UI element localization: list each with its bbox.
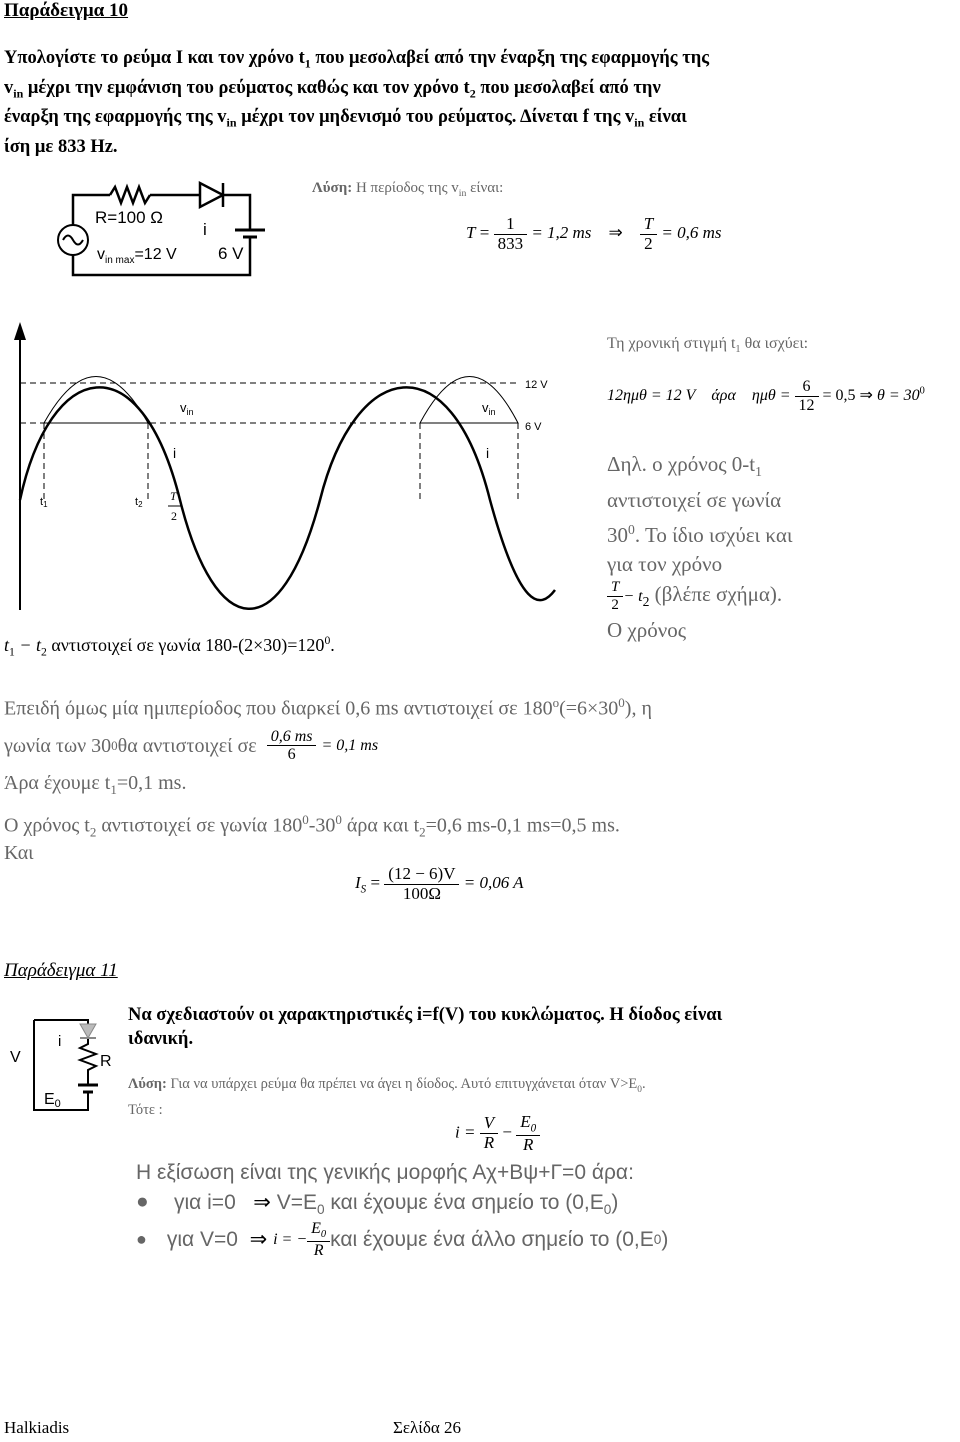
svg-text:i: i: [486, 445, 490, 461]
example11-problem: Να σχεδιαστούν οι χαρακτηριστικές i=f(V) του κυκλώματος. Η δίοδος είναι ιδανική.: [128, 1005, 723, 1049]
t1-t2-angle-text: $t_1 - t_2$ αντιστοιχεί σε γωνία $180-(2\times 30)=120^0$.: [4, 634, 335, 659]
is-equation: $I_S$ = $\frac{(12 - 6)V}{100\Omega}$ = 0,06 A: [355, 864, 524, 903]
circuit-diagram-2: [0, 1010, 125, 1120]
example11-solution: Λύση: Για να υπάρχει ρεύμα θα πρέπει να άγει η δίοδος. Αυτό επιτυγχάνεται όταν $V>E_0$. Τότε :: [128, 1076, 646, 1118]
resistor-label: R=100 Ω: [95, 208, 163, 227]
example10-problem: Υπολογίστε το ρεύμα I και τον χρόνο $t_1$ που μεσολαβεί από την έναρξη της εφαρμογής της $v_{in}$ μέχρι την εμφάνιση του ρεύματος καθώς και τον χρόνο $t_2$ που μεσολαβεί από την έναρξη της εφαρμογής της $v_{in}$ μέχρι τον μηδενισμό του ρεύματος. Δίνεται f της $v_{in}$ είναι ίση με 833 Hz.: [4, 48, 710, 158]
svg-text:t1: t1: [40, 496, 48, 509]
svg-text:12 V: 12 V: [525, 379, 548, 391]
example10-derivation: Επειδή όμως μία ημιπερίοδος που διαρκεί 0,6 ms αντιστοιχεί σε $180^o(=6\times 30^0)$, η γωνία των 30 0 θα αντιστοιχεί σε $\frac{0,6 ms}{6}$ = 0,1 ms Άρα έχουμε $t_1=0,1$ ms. Ο χρόνος $t_2$ αντιστοιχεί σε γωνία $180^0-30^0$ άρα και $t_2=0,6$ ms-0,1 ms=0,5 ms.: [4, 695, 652, 840]
bullet-icon: ●: [136, 1190, 149, 1213]
right-explanation: Δηλ. ο χρόνος $0-t_1$ αντιστοιχεί σε γωνία $30^0$. Το ίδιο ισχύει και για τον χρόνο $\frac{T}{2}$ − $t_2$ (βλέπε σχήμα). Ο χρόνος: [607, 452, 793, 643]
sine-wave: [20, 387, 555, 608]
solution-intro: Λύση: Η περίοδος της $v_{in}$ είναι:: [312, 180, 504, 199]
svg-text:2: 2: [171, 509, 177, 523]
svg-text:vin: $v_{in}$: [180, 400, 194, 417]
resistor-symbol-2: [80, 1040, 96, 1074]
svg-text:R: R: [100, 1053, 112, 1070]
bullet-1: ● για i=0 ⇒ $V=E_0$ και έχουμε ένα σημείο το $(0,E_0)$: [136, 1190, 619, 1218]
general-form-text: Η εξίσωση είναι της γενικής μορφής Αχ+Βψ+Γ=0 άρα:: [136, 1161, 634, 1184]
diode-symbol: [200, 183, 223, 207]
source-label: $v_{in max}=12$ V: [97, 246, 177, 266]
footer-author: Halkiadis: [4, 1418, 70, 1437]
diode-symbol-2: [80, 1024, 96, 1038]
bullet-icon: ●: [136, 1229, 147, 1250]
svg-text:V: V: [10, 1049, 21, 1066]
svg-text:i: i: [58, 1033, 62, 1050]
kai-text: Και: [4, 842, 34, 864]
svg-text:6 V: 6 V: [525, 421, 542, 433]
footer-page-number: Σελίδα 26: [393, 1418, 462, 1437]
waveform-graph: [0, 310, 590, 650]
svg-text:t2: t2: [135, 496, 143, 509]
circuit-diagram-1: [55, 175, 275, 285]
current-label: i: [203, 220, 207, 239]
battery-label: 6 V: [218, 244, 244, 263]
sin-equation: 12ημθ = 12 V άρα ημθ = $\frac{6}{12}$ = 0,5 ⇒ $\theta = 30^0$: [607, 378, 925, 414]
example11-title: Παράδειγμα 11: [4, 960, 118, 981]
svg-text:i: i: [173, 445, 177, 461]
svg-text:T: T: [170, 489, 177, 503]
resistor-symbol: [110, 187, 150, 203]
bullet-2: ● για V=0 ⇒ i = − $\frac{E_0}{R}$ και έχουμε ένα άλλο σημείο το (0,E 0 ): [136, 1220, 669, 1259]
current-equation: i = $\frac{V}{R}$ − $\frac{E_0}{R}$: [455, 1113, 540, 1154]
svg-text:E0: E0: [44, 1091, 61, 1110]
moment-text: Τη χρονική στιγμή $t_1$ θα ισχύει:: [607, 335, 809, 356]
period-equation: T = $\frac{1}{833}$ = 1,2 ms ⇒ $\frac{T}{2}$ = 0,6 ms: [466, 214, 722, 253]
svg-text:vin: $v_{in}$: [482, 400, 496, 417]
example10-title: Παράδειγμα 10: [4, 0, 129, 21]
